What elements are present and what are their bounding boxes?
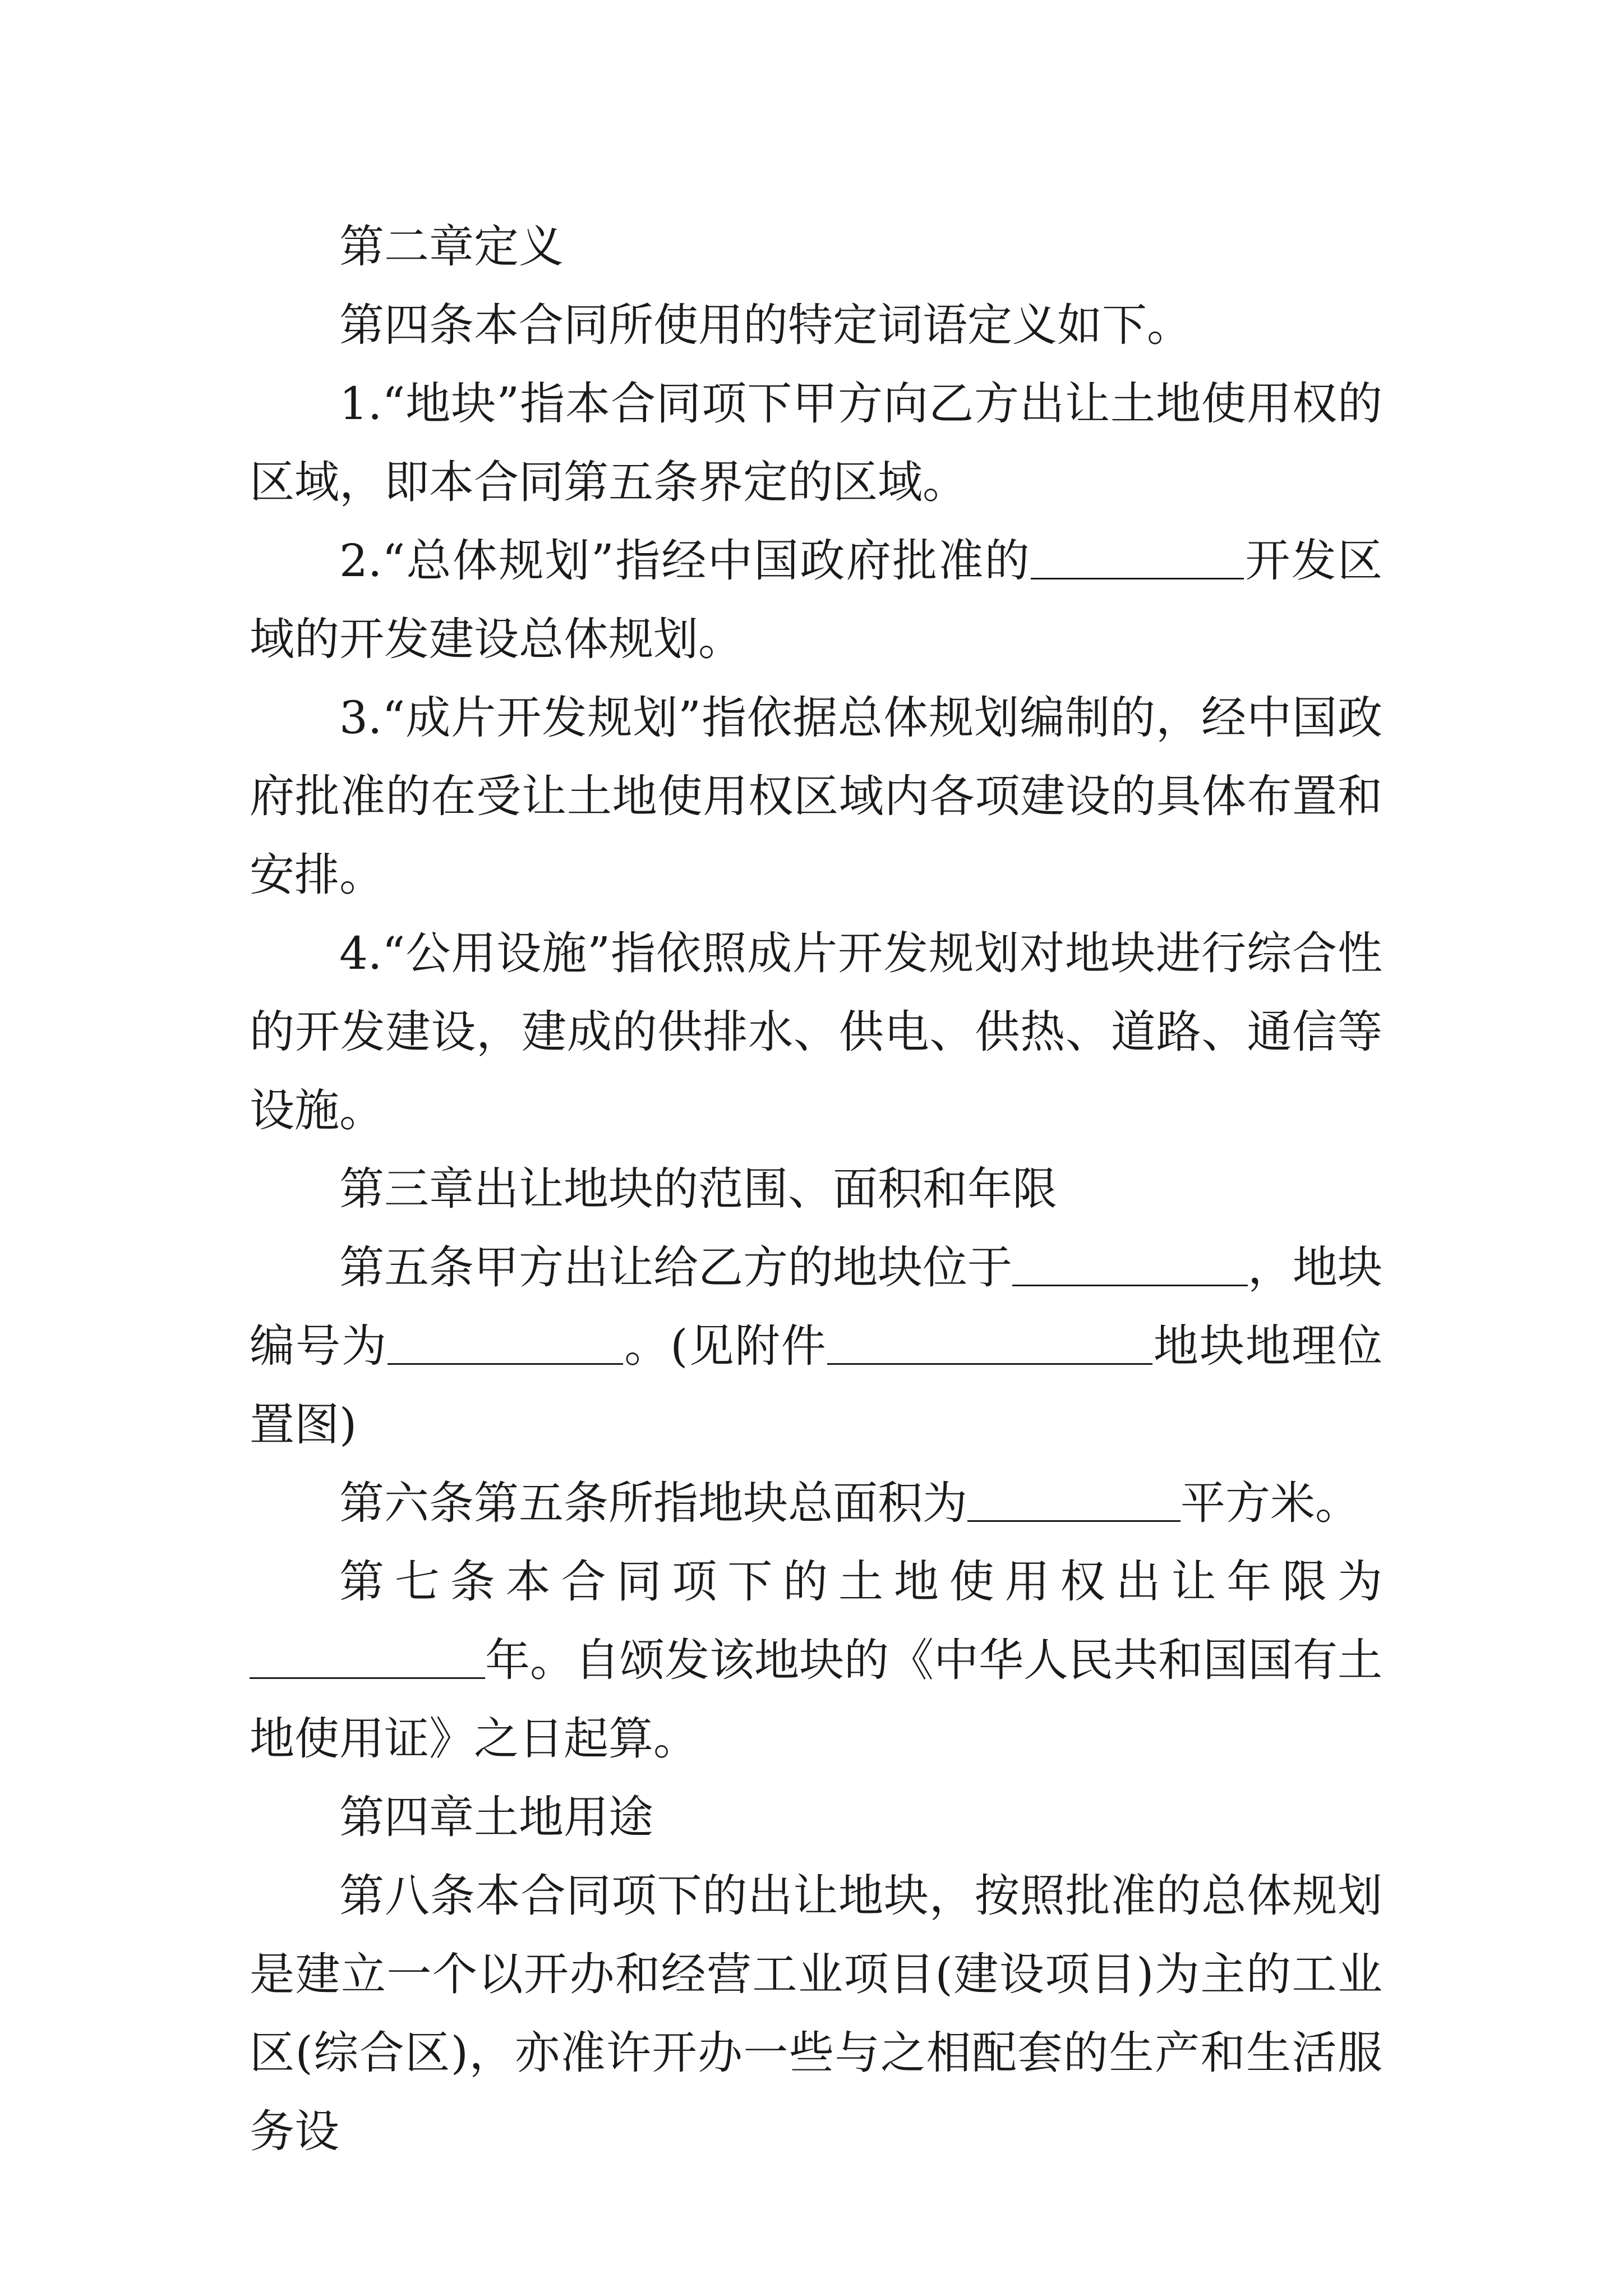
- chapter-2-heading: 第二章定义: [339, 220, 564, 273]
- definition-4: 4.“公用设施”指依照成片开发规划对地块进行综合性的开发建设，建成的供排水、供电、供热、道路、通信等设施。: [250, 927, 1382, 1137]
- document-body: [250, 208, 1382, 2171]
- blank-total-area[interactable]: [967, 1475, 1181, 1522]
- chapter-4-heading: 第四章土地用途: [339, 1791, 653, 1843]
- article-7: 第七条本合同项下的土地使用权出让年限为年。自颂发该地块的《中华人民共和国国有土地使用证》之日起算。: [250, 1556, 1382, 1765]
- blank-plot-number[interactable]: [388, 1318, 623, 1365]
- blank-development-zone[interactable]: [1031, 533, 1244, 579]
- blank-annex-number[interactable]: [827, 1318, 1152, 1365]
- definition-2: 2.“总体规划”指经中国政府批准的 开发区域的开发建设总体规划。: [250, 522, 1382, 679]
- blank-term-years[interactable]: [250, 1632, 485, 1679]
- blank-plot-location[interactable]: [1012, 1240, 1248, 1286]
- definition-3: 3.“成片开发规划”指依据总体规划编制的，经中国政府批准的在受让土地使用权区域内各项建设的具体布置和安排。: [250, 692, 1382, 901]
- article-5: 第五条甲方出让给乙方的地块位于 ，地块编号为 。(见附件 地块地理位置图): [250, 1228, 1382, 1464]
- chapter-3-heading: 第三章出让地块的范围、面积和年限: [339, 1163, 1057, 1215]
- definition-1: 1.“地块”指本合同项下甲方向乙方出让土地使用权的区域，即本合同第五条界定的区域。: [250, 378, 1382, 508]
- article-4: 第四条本合同所使用的特定词语定义如下。: [339, 299, 1192, 351]
- article-8: 第八条本合同项下的出让地块，按照批准的总体规划是建立一个以开办和经营工业项目(建设项目)为主的工业区(综合区)，亦准许开办一些与之相配套的生产和生活服务设: [250, 1870, 1382, 2157]
- article-6: 第六条第五条所指地块总面积为 平方米。: [250, 1464, 1382, 1543]
